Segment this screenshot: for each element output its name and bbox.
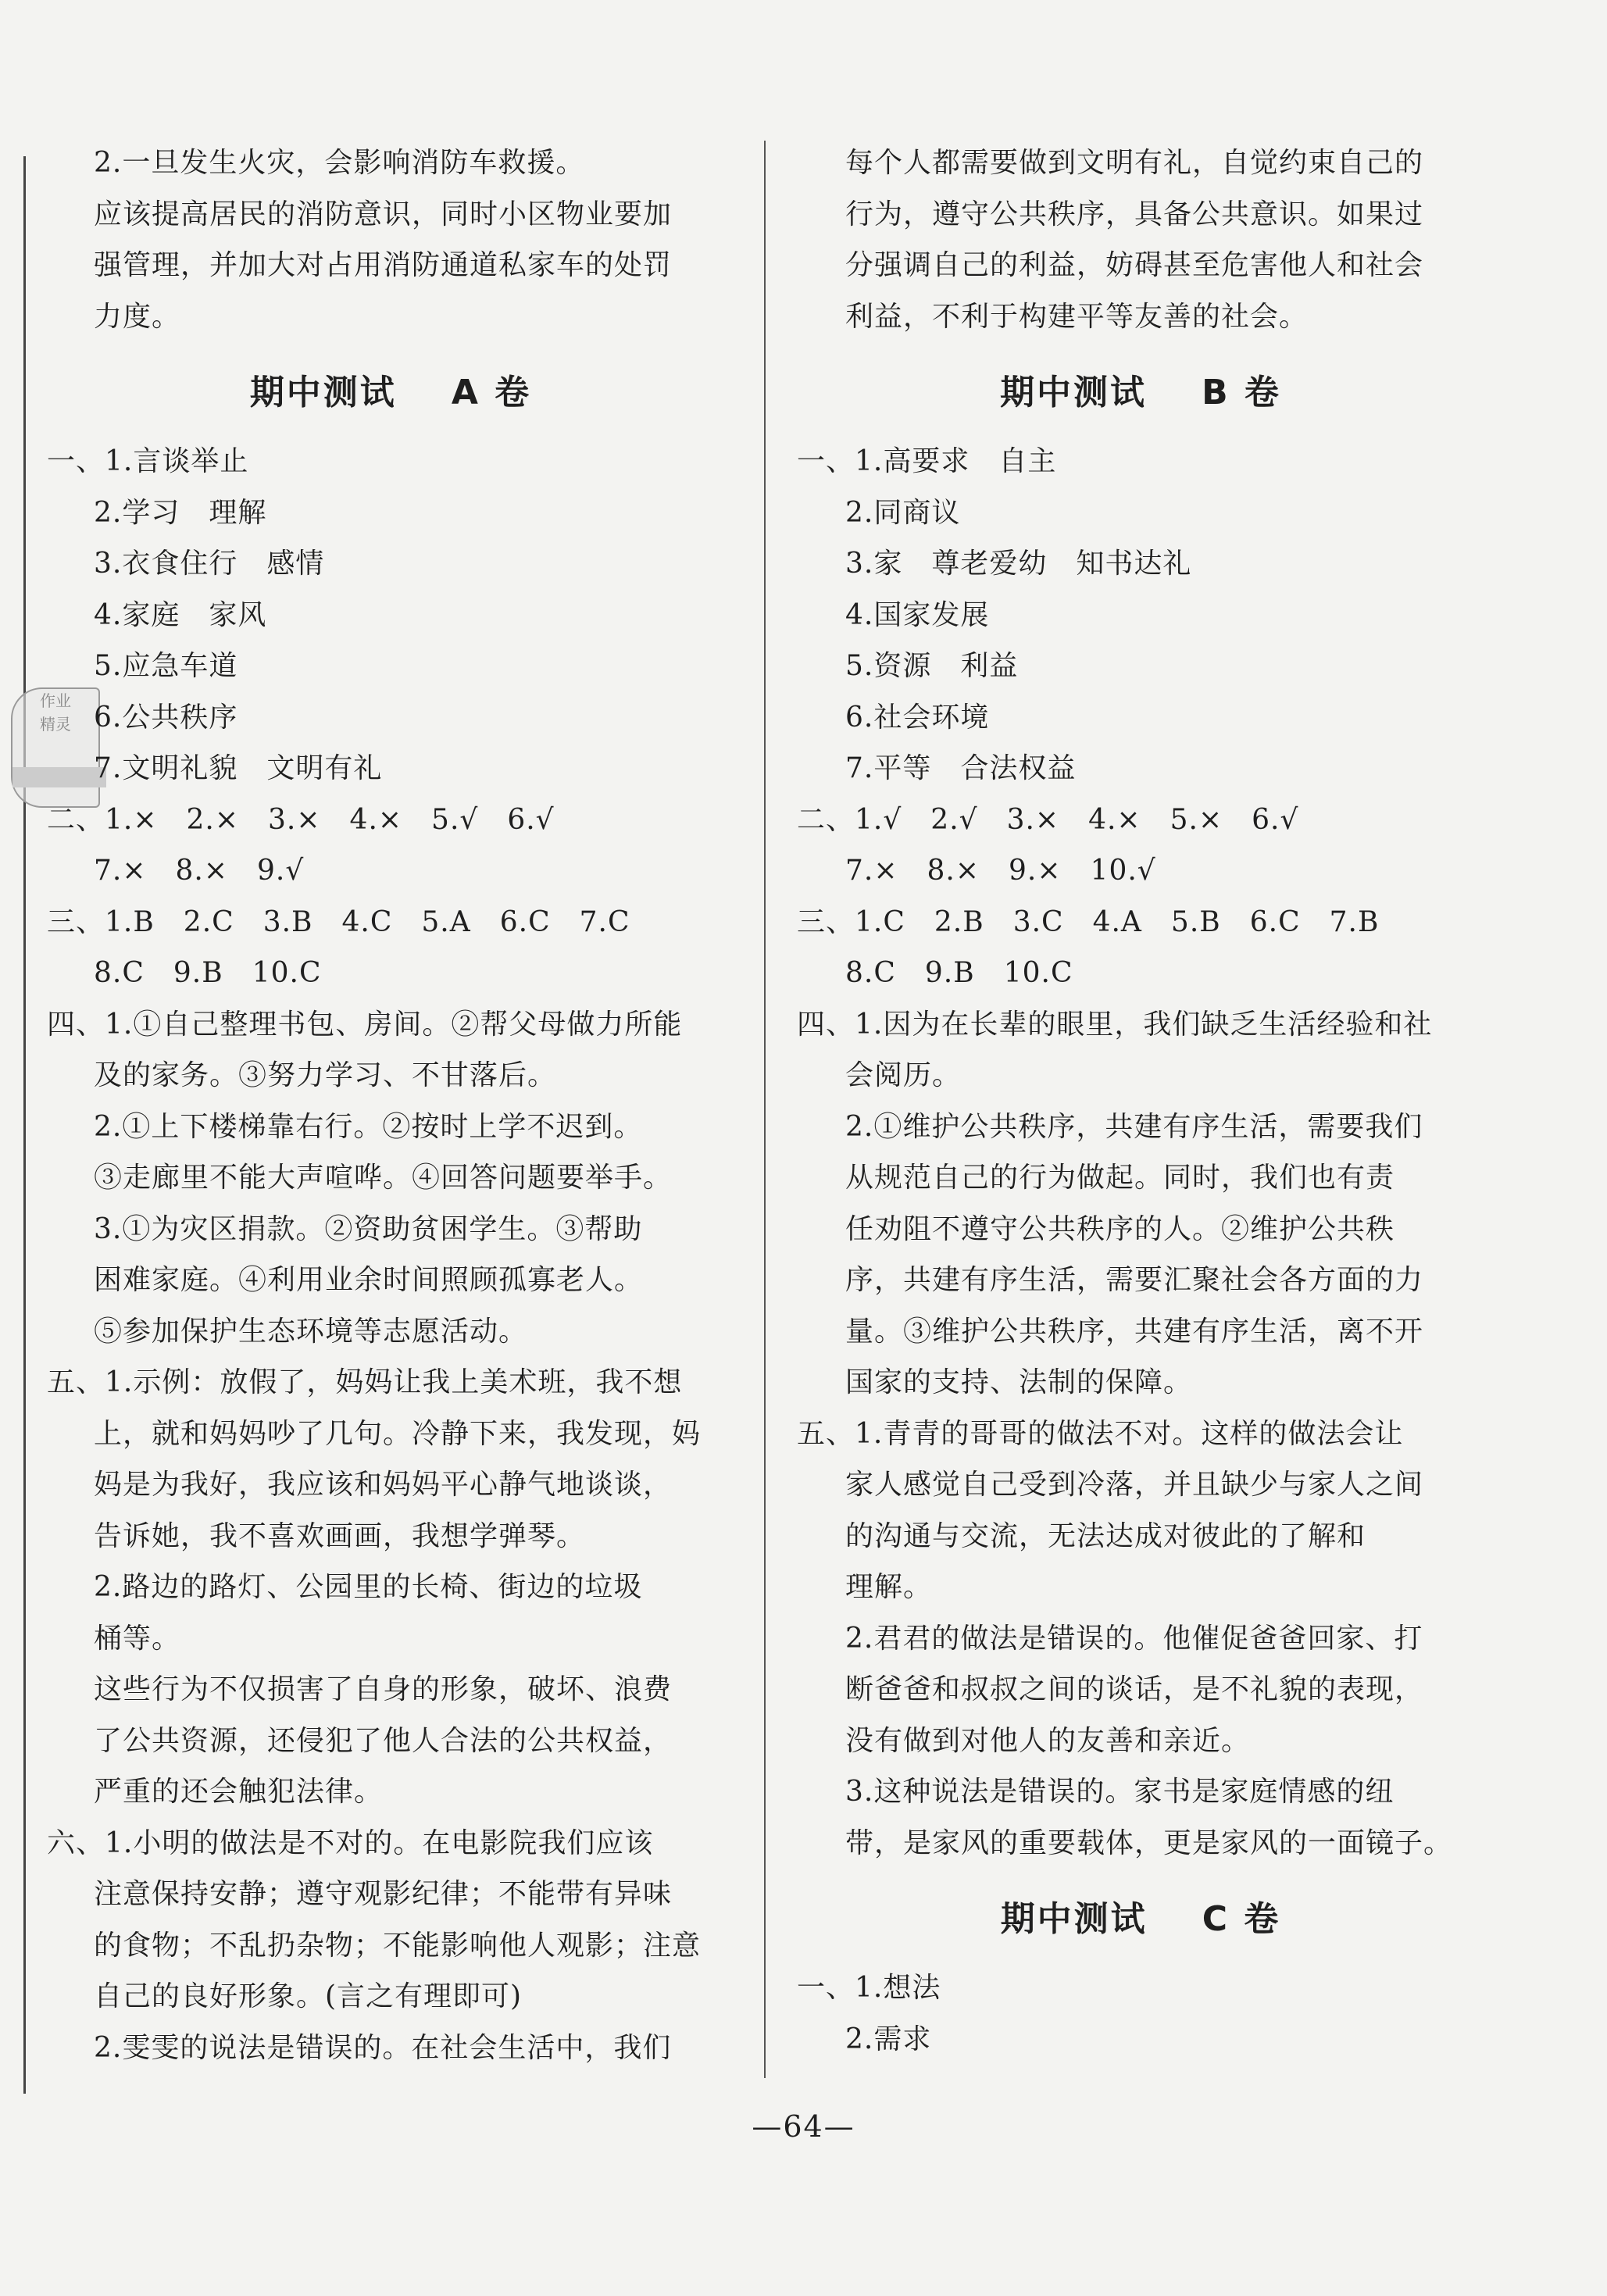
text-line: 上，就和妈妈吵了几句。冷静下来，我发现，妈 [94,1417,702,1450]
text-line: 断爸爸和叔叔之间的谈话，是不礼貌的表现， [845,1673,1424,1705]
text-line: ⑤参加保护生态环境等志愿活动。 [94,1315,528,1348]
text-line: 二、1.× 2.× 3.× 4.× 5.√ 6.√ [47,803,555,836]
text-line: 7.文明礼貌 文明有礼 [94,752,383,784]
text-line: 7.× 8.× 9.√ [94,855,305,887]
page-number: —64— [752,2109,855,2144]
text-line: 利益，不利于构建平等友善的社会。 [845,300,1309,333]
text-line: 6.公共秩序 [94,701,238,734]
text-line: 行为，遵守公共秩序，具备公共意识。如果过 [845,198,1424,230]
text-line: 2.①维护公共秩序，共建有序生活，需要我们 [845,1110,1423,1143]
text-line: 分强调自己的利益，妨碍甚至危害他人和社会 [845,249,1424,281]
text-line: 注意保持安静；遵守观影纪律；不能带有异味 [94,1878,673,1910]
text-line: 7.× 8.× 9.× 10.√ [845,855,1156,887]
text-line: 桶等。 [94,1622,181,1655]
text-line: 五、1.青青的哥哥的做法不对。这样的做法会让 [797,1417,1404,1450]
text-line: 2.一旦发生火灾，会影响消防车救援。 [94,147,585,179]
text-line: 六、1.小明的做法是不对的。在电影院我们应该 [47,1826,654,1859]
text-line: 应该提高居民的消防意识，同时小区物业要加 [94,198,673,230]
text-line: 2.雯雯的说法是错误的。在社会生活中，我们 [94,2031,672,2064]
heading-title: 期中测试 [1000,373,1148,412]
text-line: 5.资源 利益 [845,650,1019,682]
right-column [797,137,1484,2065]
text-line: 8.C 9.B 10.C [94,957,322,989]
text-line: 7.平等 合法权益 [845,752,1077,784]
text-line: 困难家庭。④利用业余时间照顾孤寡老人。 [94,1264,644,1296]
text-line: 3.①为灾区捐款。②资助贫困学生。③帮助 [94,1212,643,1245]
text-line: 3.家 尊老爱幼 知书达礼 [845,548,1192,580]
text-line: 及的家务。③努力学习、不甘落后。 [94,1059,557,1091]
heading-volume: B 卷 [1202,373,1281,412]
text-line: 4.国家发展 [845,598,990,631]
section-heading-a [47,342,734,436]
text-line: 四、1.因为在长辈的眼里，我们缺乏生活经验和社 [797,1008,1433,1041]
text-line: 严重的还会触犯法律。 [94,1776,384,1808]
text-line: 了公共资源，还侵犯了他人合法的公共权益， [94,1724,673,1757]
text-line: 一、1.高要求 自主 [797,445,1057,477]
text-line: 强管理，并加大对占用消防通道私家车的处罚 [94,249,673,281]
text-line: 2.同商议 [845,496,961,529]
stamp-line-1: 作业 [40,691,71,710]
text-line: 的沟通与交流，无法达成对彼此的了解和 [845,1519,1366,1552]
text-line: 3.衣食住行 感情 [94,548,325,580]
text-line: 从规范自己的行为做起。同时，我们也有责 [845,1162,1395,1194]
stamp-line-2: 精灵 [40,715,71,734]
text-line: 带，是家风的重要载体，更是家风的一面镜子。 [845,1826,1453,1859]
text-line: 会阅历。 [845,1059,962,1091]
column-divider [764,141,766,2078]
text-line: 3.这种说法是错误的。家书是家庭情感的纽 [845,1776,1395,1808]
text-line: ③走廊里不能大声喧哗。④回答问题要举手。 [94,1162,673,1194]
text-line: 五、1.示例：放假了，妈妈让我上美术班，我不想 [47,1366,683,1398]
text-line: 8.C 9.B 10.C [845,957,1073,989]
text-line: 自己的良好形象。(言之有理即可) [94,1980,523,2012]
section-heading-c [797,1869,1484,1962]
heading-volume: C 卷 [1202,1899,1281,1939]
text-line: 2.君君的做法是错误的。他催促爸爸回家、打 [845,1622,1423,1655]
text-line: 任劝阻不遵守公共秩序的人。②维护公共秩 [845,1212,1395,1245]
text-line: 告诉她，我不喜欢画画，我想学弹琴。 [94,1519,586,1552]
heading-title: 期中测试 [249,373,397,412]
text-line: 一、1.想法 [797,1972,941,2004]
text-line: 5.应急车道 [94,650,238,682]
text-line: 四、1.①自己整理书包、房间。②帮父母做力所能 [47,1008,683,1041]
section-heading-b [797,342,1484,436]
left-margin-rule [23,156,26,2094]
heading-volume: A 卷 [451,373,532,412]
text-line: 三、1.C 2.B 3.C 4.A 5.B 6.C 7.B [797,905,1380,938]
text-line: 4.家庭 家风 [94,598,267,631]
text-line: 二、1.√ 2.√ 3.× 4.× 5.× 6.√ [797,803,1299,836]
text-line: 每个人都需要做到文明有礼，自觉约束自己的 [845,147,1424,179]
text-line: 三、1.B 2.C 3.B 4.C 5.A 6.C 7.C [47,905,630,938]
left-column [47,137,734,2073]
text-line: 2.需求 [845,2023,932,2055]
text-line: 6.社会环境 [845,701,990,734]
text-line: 2.①上下楼梯靠右行。②按时上学不迟到。 [94,1110,643,1143]
heading-title: 期中测试 [1000,1899,1148,1939]
text-line: 国家的支持、法制的保障。 [845,1366,1193,1398]
text-line: 力度。 [94,300,181,333]
text-line: 量。③维护公共秩序，共建有序生活，离不开 [845,1315,1424,1348]
text-line: 没有做到对他人的友善和亲近。 [845,1724,1251,1757]
text-line: 序，共建有序生活，需要汇聚社会各方面的力 [845,1264,1424,1296]
text-line: 2.学习 理解 [94,496,267,529]
text-line: 的食物；不乱扔杂物；不能影响他人观影；注意 [94,1929,702,1962]
text-line: 这些行为不仅损害了自身的形象，破坏、浪费 [94,1673,673,1705]
text-line: 家人感觉自己受到冷落，并且缺少与家人之间 [845,1469,1424,1501]
text-line: 一、1.言谈举止 [47,445,249,477]
text-line: 理解。 [845,1571,933,1603]
text-line: 2.路边的路灯、公园里的长椅、街边的垃圾 [94,1571,643,1603]
text-line: 妈是为我好，我应该和妈妈平心静气地谈谈， [94,1469,673,1501]
